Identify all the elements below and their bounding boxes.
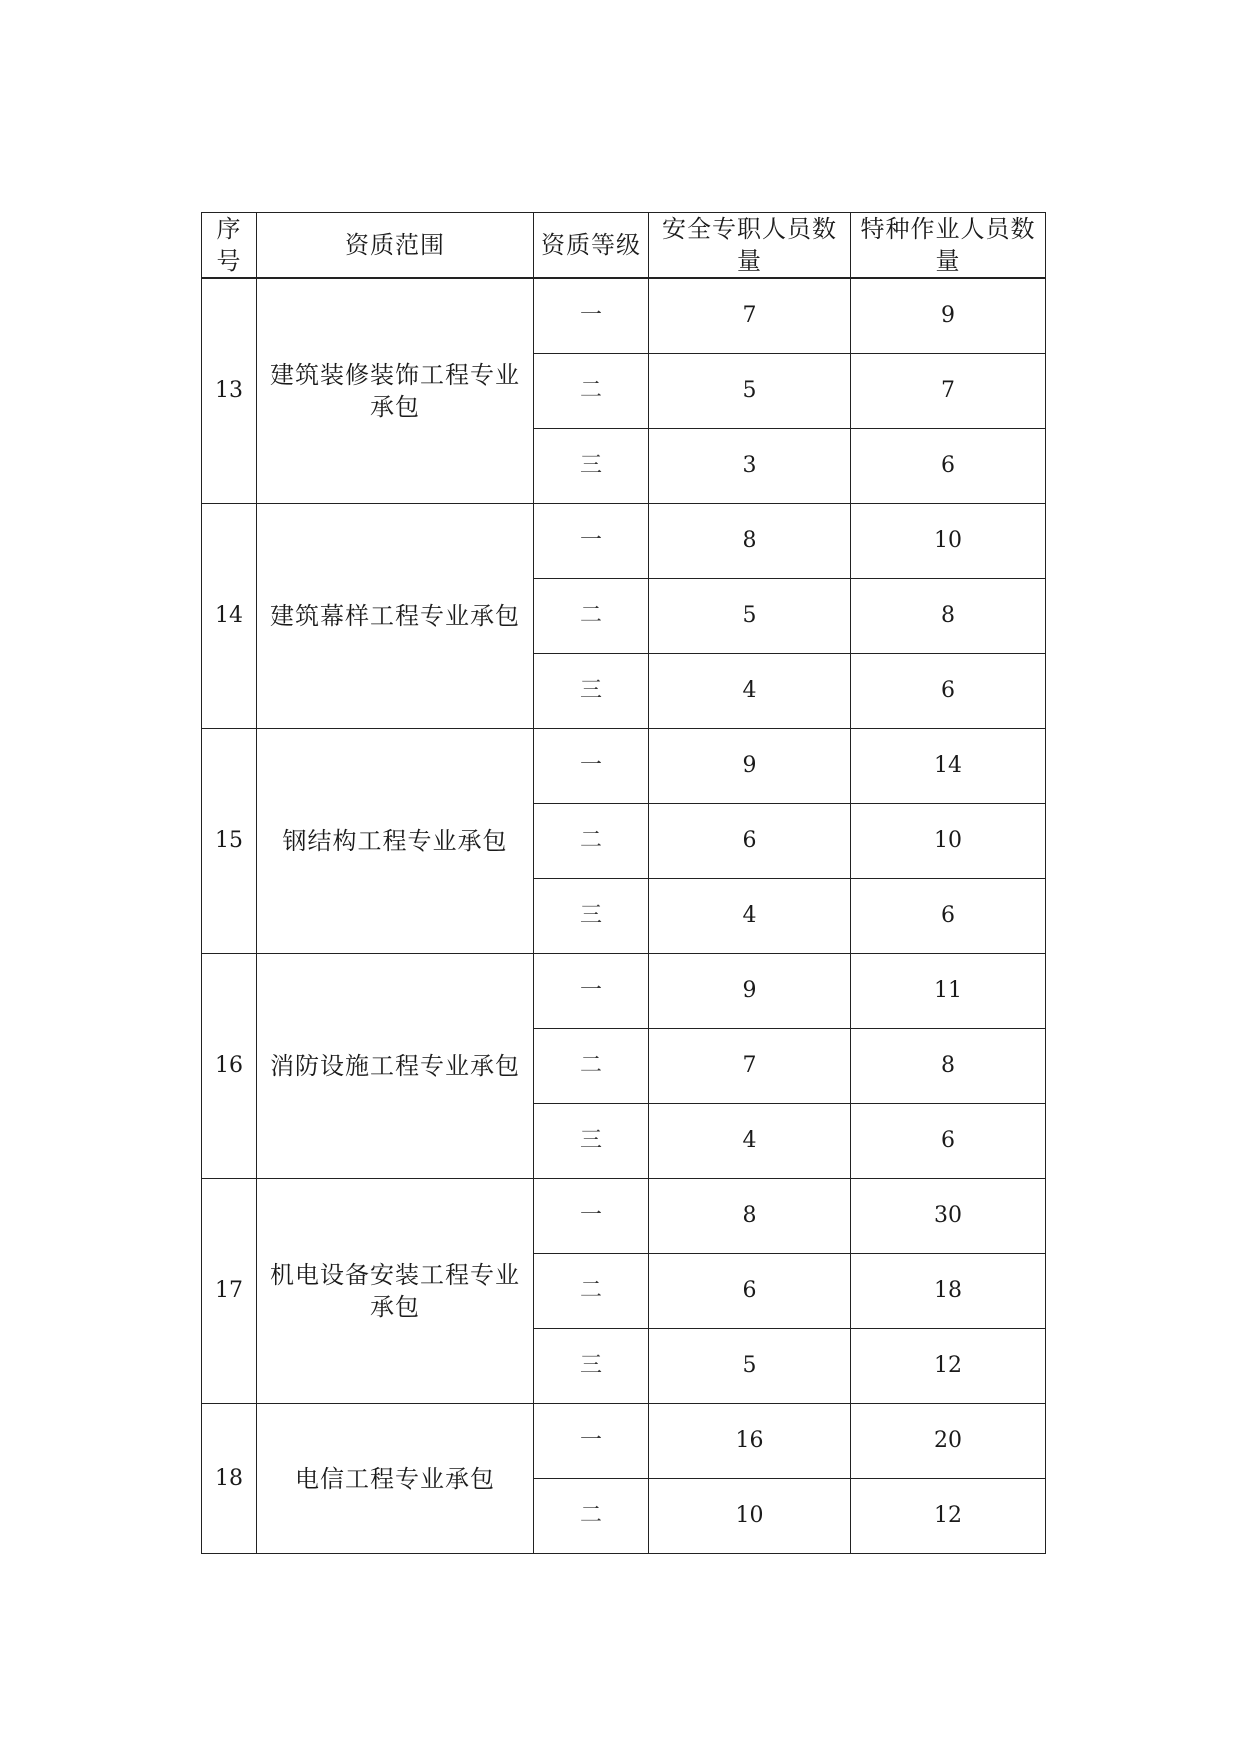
grade-cell: 一 <box>534 729 649 804</box>
special-staff-cell: 8 <box>851 579 1046 654</box>
grade-cell: 一 <box>534 1404 649 1479</box>
scope-cell: 电信工程专业承包 <box>257 1404 534 1554</box>
qualification-staffing-table <box>201 212 1046 1554</box>
special-staff-cell: 6 <box>851 1104 1046 1179</box>
grade-cell: 一 <box>534 954 649 1029</box>
grade-cell: 三 <box>534 429 649 504</box>
grade-cell: 一 <box>534 504 649 579</box>
safety-staff-cell: 4 <box>649 1104 851 1179</box>
safety-staff-cell: 9 <box>649 954 851 1029</box>
table-row <box>202 504 1046 579</box>
table-row <box>202 1404 1046 1479</box>
grade-cell: 三 <box>534 1329 649 1404</box>
special-staff-cell: 6 <box>851 429 1046 504</box>
seq-cell: 18 <box>202 1404 257 1554</box>
safety-staff-cell: 6 <box>649 1254 851 1329</box>
safety-staff-cell: 9 <box>649 729 851 804</box>
special-staff-cell: 10 <box>851 504 1046 579</box>
safety-staff-cell: 10 <box>649 1479 851 1554</box>
safety-staff-cell: 5 <box>649 579 851 654</box>
safety-staff-cell: 7 <box>649 1029 851 1104</box>
seq-cell: 15 <box>202 729 257 954</box>
special-staff-cell: 30 <box>851 1179 1046 1254</box>
special-staff-cell: 11 <box>851 954 1046 1029</box>
grade-cell: 二 <box>534 1254 649 1329</box>
scope-cell: 建筑装修装饰工程专业承包 <box>257 278 534 504</box>
header-seq: 序号 <box>202 213 257 279</box>
table-row <box>202 278 1046 354</box>
header-special-staff: 特种作业人员数量 <box>851 213 1046 279</box>
grade-cell: 二 <box>534 804 649 879</box>
seq-cell: 13 <box>202 278 257 504</box>
grade-cell: 二 <box>534 579 649 654</box>
header-safety-staff: 安全专职人员数量 <box>649 213 851 279</box>
safety-staff-cell: 8 <box>649 504 851 579</box>
safety-staff-cell: 4 <box>649 654 851 729</box>
seq-cell: 14 <box>202 504 257 729</box>
grade-cell: 二 <box>534 1029 649 1104</box>
header-scope: 资质范围 <box>257 213 534 279</box>
safety-staff-cell: 3 <box>649 429 851 504</box>
seq-cell: 16 <box>202 954 257 1179</box>
table-row <box>202 1179 1046 1254</box>
grade-cell: 一 <box>534 1179 649 1254</box>
special-staff-cell: 14 <box>851 729 1046 804</box>
grade-cell: 一 <box>534 278 649 354</box>
table-row <box>202 729 1046 804</box>
special-staff-cell: 12 <box>851 1329 1046 1404</box>
special-staff-cell: 12 <box>851 1479 1046 1554</box>
special-staff-cell: 6 <box>851 879 1046 954</box>
grade-cell: 三 <box>534 879 649 954</box>
table-row <box>202 954 1046 1029</box>
special-staff-cell: 6 <box>851 654 1046 729</box>
safety-staff-cell: 16 <box>649 1404 851 1479</box>
special-staff-cell: 10 <box>851 804 1046 879</box>
scope-cell: 机电设备安装工程专业承包 <box>257 1179 534 1404</box>
grade-cell: 二 <box>534 1479 649 1554</box>
safety-staff-cell: 4 <box>649 879 851 954</box>
safety-staff-cell: 5 <box>649 354 851 429</box>
table-header-row <box>202 213 1046 279</box>
seq-cell: 17 <box>202 1179 257 1404</box>
special-staff-cell: 7 <box>851 354 1046 429</box>
table-body <box>202 278 1046 1554</box>
special-staff-cell: 20 <box>851 1404 1046 1479</box>
safety-staff-cell: 8 <box>649 1179 851 1254</box>
scope-cell: 建筑幕样工程专业承包 <box>257 504 534 729</box>
special-staff-cell: 9 <box>851 278 1046 354</box>
safety-staff-cell: 6 <box>649 804 851 879</box>
special-staff-cell: 8 <box>851 1029 1046 1104</box>
header-grade: 资质等级 <box>534 213 649 279</box>
safety-staff-cell: 7 <box>649 278 851 354</box>
safety-staff-cell: 5 <box>649 1329 851 1404</box>
grade-cell: 二 <box>534 354 649 429</box>
special-staff-cell: 18 <box>851 1254 1046 1329</box>
grade-cell: 三 <box>534 1104 649 1179</box>
grade-cell: 三 <box>534 654 649 729</box>
scope-cell: 消防设施工程专业承包 <box>257 954 534 1179</box>
scope-cell: 钢结构工程专业承包 <box>257 729 534 954</box>
